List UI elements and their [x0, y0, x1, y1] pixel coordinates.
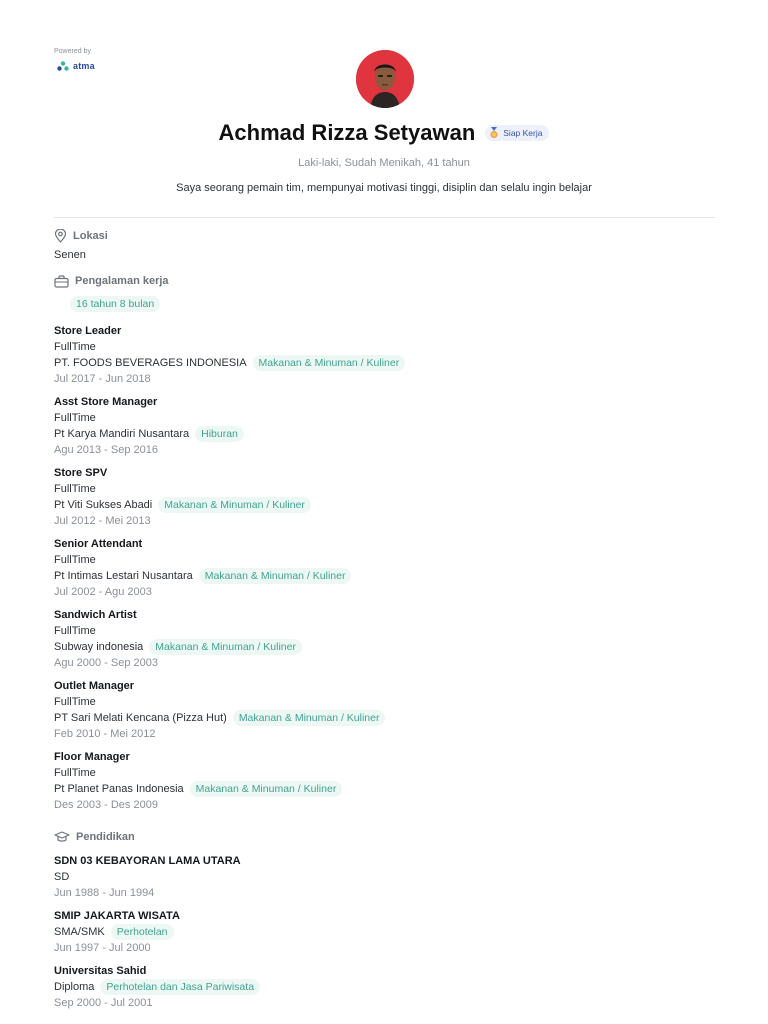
- school-name: SDN 03 KEBAYORAN LAMA UTARA: [54, 855, 241, 867]
- job-industry-tag: Makanan & Minuman / Kuliner: [190, 781, 343, 797]
- job-item: [54, 608, 715, 671]
- job-item: [54, 679, 715, 742]
- job-dates: Des 2003 - Des 2009: [54, 799, 158, 811]
- education-item: [54, 964, 715, 1011]
- profile-content: [54, 228, 715, 1011]
- location-title: Lokasi: [73, 230, 108, 242]
- job-list: [54, 324, 715, 813]
- education-level: SMA/SMK: [54, 926, 105, 938]
- job-company: PT. FOODS BEVERAGES INDONESIA: [54, 357, 247, 369]
- job-company: PT Sari Melati Kencana (Pizza Hut): [54, 712, 227, 724]
- education-section: [54, 829, 715, 1011]
- divider: [54, 217, 715, 218]
- location-section: [54, 228, 715, 261]
- school-name: SMIP JAKARTA WISATA: [54, 910, 180, 922]
- powered-by: [54, 48, 95, 71]
- education-major-tag: Perhotelan: [111, 924, 174, 940]
- job-industry-tag: Makanan & Minuman / Kuliner: [149, 639, 302, 655]
- job-type: FullTime: [54, 483, 96, 495]
- experience-title: Pengalaman kerja: [75, 275, 169, 287]
- education-dates: Jun 1997 - Jul 2000: [54, 942, 151, 954]
- job-title: Asst Store Manager: [54, 396, 158, 408]
- job-item: [54, 750, 715, 813]
- experience-section: [54, 273, 715, 813]
- avatar: [356, 50, 414, 108]
- graduation-cap-icon: [54, 831, 70, 843]
- job-title: Senior Attendant: [54, 538, 143, 550]
- profile-photo: [356, 50, 414, 108]
- job-company: Pt Viti Sukses Abadi: [54, 499, 153, 511]
- status-badge-label: Siap Kerja: [503, 128, 543, 138]
- education-title: Pendidikan: [76, 831, 135, 843]
- job-company: Pt Intimas Lestari Nusantara: [54, 570, 193, 582]
- job-industry-tag: Hiburan: [195, 426, 244, 442]
- education-level: Diploma: [54, 981, 95, 993]
- job-type: FullTime: [54, 767, 96, 779]
- job-type: FullTime: [54, 696, 96, 708]
- job-dates: Jul 2012 - Mei 2013: [54, 515, 151, 527]
- job-company: Pt Planet Panas Indonesia: [54, 783, 184, 795]
- profile-header: [0, 118, 768, 194]
- job-dates: Agu 2013 - Sep 2016: [54, 444, 158, 456]
- education-level: SD: [54, 871, 70, 883]
- job-item: [54, 324, 715, 387]
- education-dates: Jun 1988 - Jun 1994: [54, 887, 155, 899]
- job-title: Sandwich Artist: [54, 609, 137, 621]
- job-company: Pt Karya Mandiri Nusantara: [54, 428, 190, 440]
- education-item: [54, 909, 715, 956]
- atma-logo-icon: [57, 61, 69, 71]
- education-item: [54, 854, 715, 901]
- job-dates: Jul 2002 - Agu 2003: [54, 586, 152, 598]
- education-dates: Sep 2000 - Jul 2001: [54, 997, 153, 1009]
- briefcase-icon: [54, 275, 69, 288]
- brand-name: atma: [73, 61, 95, 71]
- experience-total: 16 tahun 8 bulan: [70, 296, 160, 312]
- job-item: [54, 537, 715, 600]
- job-item: [54, 466, 715, 529]
- candidate-name: Achmad Rizza Setyawan: [218, 120, 476, 145]
- powered-by-label: Powered by: [54, 48, 91, 55]
- atma-logo[interactable]: [57, 61, 95, 71]
- job-title: Outlet Manager: [54, 680, 135, 692]
- medal-icon: [489, 127, 499, 139]
- school-name: Universitas Sahid: [54, 965, 147, 977]
- job-item: [54, 395, 715, 458]
- job-type: FullTime: [54, 412, 96, 424]
- job-industry-tag: Makanan & Minuman / Kuliner: [253, 355, 406, 371]
- job-type: FullTime: [54, 341, 96, 353]
- candidate-meta: Laki-laki, Sudah Menikah, 41 tahun: [298, 157, 470, 169]
- job-company: Subway indonesia: [54, 641, 144, 653]
- job-type: FullTime: [54, 625, 96, 637]
- job-dates: Feb 2010 - Mei 2012: [54, 728, 156, 740]
- job-industry-tag: Makanan & Minuman / Kuliner: [158, 497, 311, 513]
- job-dates: Agu 2000 - Sep 2003: [54, 657, 158, 669]
- location-pin-icon: [54, 229, 67, 243]
- job-dates: Jul 2017 - Jun 2018: [54, 373, 151, 385]
- education-major-tag: Perhotelan dan Jasa Pariwisata: [100, 979, 260, 995]
- education-list: [54, 854, 715, 1011]
- job-type: FullTime: [54, 554, 96, 566]
- job-title: Store Leader: [54, 325, 122, 337]
- status-badge: [485, 125, 549, 141]
- job-industry-tag: Makanan & Minuman / Kuliner: [199, 568, 352, 584]
- candidate-bio: Saya seorang pemain tim, mempunyai motivasi tinggi, disiplin dan selalu ingin belajar: [176, 182, 592, 194]
- job-title: Store SPV: [54, 467, 108, 479]
- job-title: Floor Manager: [54, 751, 130, 763]
- location-value: Senen: [54, 249, 86, 261]
- job-industry-tag: Makanan & Minuman / Kuliner: [233, 710, 386, 726]
